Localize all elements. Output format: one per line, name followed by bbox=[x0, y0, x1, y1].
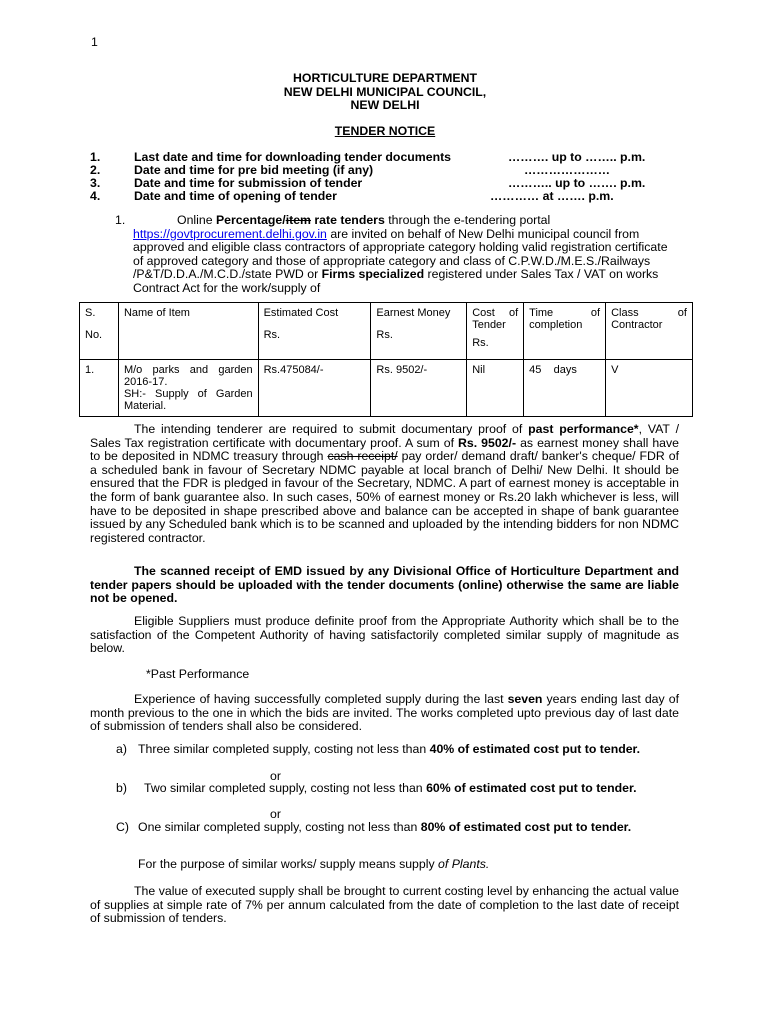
heading-line-2: NEW DELHI MUNICIPAL COUNCIL, bbox=[283, 84, 487, 99]
table-row bbox=[80, 360, 693, 417]
cell-earnest-money: Rs. 9502/- bbox=[371, 360, 467, 417]
schedule-item: 3. Date and time for submission of tender ……….. up to ……. p.m. bbox=[90, 176, 646, 190]
cell-item: M/o parks and garden 2016-17. SH:- Supply of Garden Material. bbox=[118, 360, 258, 417]
header-time: Time of completion bbox=[524, 303, 606, 360]
header-sno: S. No. bbox=[80, 303, 119, 360]
procurement-portal-link[interactable]: https://govtprocurement.delhi.gov.in bbox=[133, 226, 327, 241]
cell-time: 45 days bbox=[524, 360, 606, 417]
table-header-row bbox=[80, 303, 693, 360]
header-class: Class of Contractor bbox=[606, 303, 693, 360]
para4-eligible-suppliers: Eligible Suppliers must produce definite proof from the Appropriate Authority which shall be to the satisfaction of the Competent Authority of having satisfactorily completed similar supply of magnitude as below. bbox=[90, 614, 679, 656]
tender-table bbox=[79, 302, 693, 417]
schedule-item: 1. Last date and time for downloading tender documents ………. up to …….. p.m. bbox=[90, 150, 646, 164]
cell-estimated-cost: Rs.475084/- bbox=[258, 360, 371, 417]
criteria-c: One similar completed supply, costing not less than 80% of estimated cost put to tender. bbox=[138, 820, 632, 834]
header-tender-cost: Cost of Tender Rs. bbox=[467, 303, 524, 360]
cell-tender-cost: Nil bbox=[467, 360, 524, 417]
heading-line-3: NEW DELHI bbox=[350, 98, 420, 113]
para3-emd-receipt: The scanned receipt of EMD issued by any Divisional Office of Horticulture Department and tender papers should be uploaded with the tender documents (online) otherwise the same are liable not be opened. bbox=[90, 564, 679, 606]
header-estimated-cost: Estimated Cost Rs. bbox=[258, 303, 371, 360]
similar-works-definition: For the purpose of similar works/ supply means supply of Plants. bbox=[138, 857, 490, 871]
schedule-item: 4. Date and time of opening of tender ………… at ……. p.m. bbox=[90, 189, 614, 203]
para5-experience: Experience of having successfully completed supply during the last seven years ending last day of month previous to the one in which the bids are invited. The works completed upto previous day of last date of submission of tenders shall also be considered. bbox=[90, 692, 679, 734]
or-separator: or bbox=[270, 769, 281, 783]
header-item: Name of Item bbox=[118, 303, 258, 360]
para2-earnest-money: The intending tenderer are required to submit documentary proof of past performance*, VAT / Sales Tax registration certificate with documentary proof. A sum of Rs. 9502/- as earnest money shall have to be deposited in NDMC treasury through cash receipt/ pay order/ demand draft/ banker's cheque/ FDR of a scheduled bank in favour of Secretary NDMC payable at local branch of Delhi/ New Delhi. It should be ensured that the FDR is pledged in favour of the Secretary, NDMC. A part of earnest money is acceptable in the form of bank guarantee also. In such cases, 50% of earnest money or Rs.20 lakh whichever is less, will have to be deposited in shape prescribed above and balance can be accepted in shape of bank guarantee issued by any Scheduled bank which is to be scanned and uploaded by the intending bidders for non NDMC registered contractor. bbox=[90, 422, 680, 545]
para1-text: Online Percentage/item rate tenders through the e-tendering portal https://govtprocurement.delhi.gov.in are invited on behalf of New Delhi municipal council from approved and eligible class contractors of appropriate category holding valid registration certificate of approved category and those of appropriate category and class of C.P.W.D./M.E.S./Railways /P&T/D.D.A./M.C.D./state PWD or Firms specialized registered under Sales Tax / VAT on works Contract Act for the work/supply of bbox=[133, 213, 668, 295]
cell-class: V bbox=[606, 360, 693, 417]
department-heading bbox=[200, 72, 570, 113]
heading-line-1: HORTICULTURE DEPARTMENT bbox=[293, 71, 477, 85]
criteria-a: Three similar completed supply, costing not less than 40% of estimated cost put to tender. bbox=[138, 742, 641, 756]
criteria-marker-a: a) bbox=[116, 742, 127, 756]
criteria-b: Two similar completed supply, costing not less than 60% of estimated cost put to tender. bbox=[144, 781, 637, 795]
tender-notice-title: TENDER NOTICE bbox=[334, 124, 436, 138]
schedule-item: 2. Date and time for pre bid meeting (if any) ………………… bbox=[90, 163, 611, 177]
page-number: 1 bbox=[91, 35, 98, 49]
para6-costing-level: The value of executed supply shall be brought to current costing level by enhancing the actual value of supplies at simple rate of 7% per annum calculated from the date of completion to the last date of receipt of submission of tenders. bbox=[90, 884, 679, 926]
criteria-marker-b: b) bbox=[116, 781, 127, 795]
past-performance-title: *Past Performance bbox=[146, 667, 250, 681]
schedule-list bbox=[90, 151, 690, 203]
criteria-marker-c: C) bbox=[116, 820, 129, 834]
header-earnest-money: Earnest Money Rs. bbox=[371, 303, 467, 360]
or-separator: or bbox=[270, 807, 281, 821]
para1-number: 1. bbox=[115, 213, 126, 227]
cell-sno: 1. bbox=[80, 360, 119, 417]
